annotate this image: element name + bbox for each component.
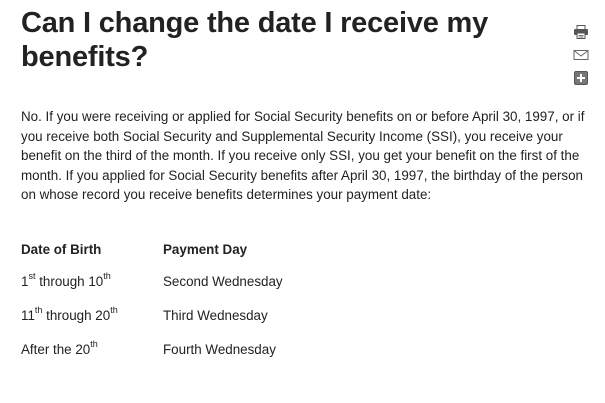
date-of-birth-cell: After the 20th	[21, 339, 98, 357]
payment-schedule-table	[21, 234, 363, 366]
payment-day-cell: Second Wednesday	[163, 273, 283, 289]
print-icon	[573, 25, 589, 39]
date-of-birth-cell: 1st through 10th	[21, 271, 111, 289]
share-button[interactable]	[573, 71, 589, 85]
page-title: Can I change the date I receive my benefits?	[21, 7, 489, 73]
table-row	[21, 298, 363, 332]
header-payment-day: Payment Day	[163, 241, 248, 257]
table-row	[21, 332, 363, 366]
date-of-birth-cell: 11th through 20th	[21, 305, 118, 323]
table-header-row	[21, 234, 363, 264]
email-icon	[573, 48, 589, 62]
table-row	[21, 264, 363, 298]
answer-paragraph: No. If you were receiving or applied for Social Security benefits on or before April 30, 1997, or if you receive both Social Security and Supplemental Security Income (SSI), you receive your benefit on the third of the month. If you receive only SSI, you get your benefit on the first of the month. If you applied for Social Security benefits after April 30, 1997, the birthday of the person on whose record you receive benefits determines your payment date:	[21, 109, 585, 203]
print-button[interactable]	[573, 25, 589, 39]
payment-day-cell: Fourth Wednesday	[163, 341, 276, 357]
page-tools	[573, 25, 591, 94]
header-date-of-birth: Date of Birth	[21, 241, 102, 257]
payment-day-cell: Third Wednesday	[163, 307, 268, 323]
share-plus-icon	[573, 71, 589, 85]
email-button[interactable]	[573, 48, 589, 62]
